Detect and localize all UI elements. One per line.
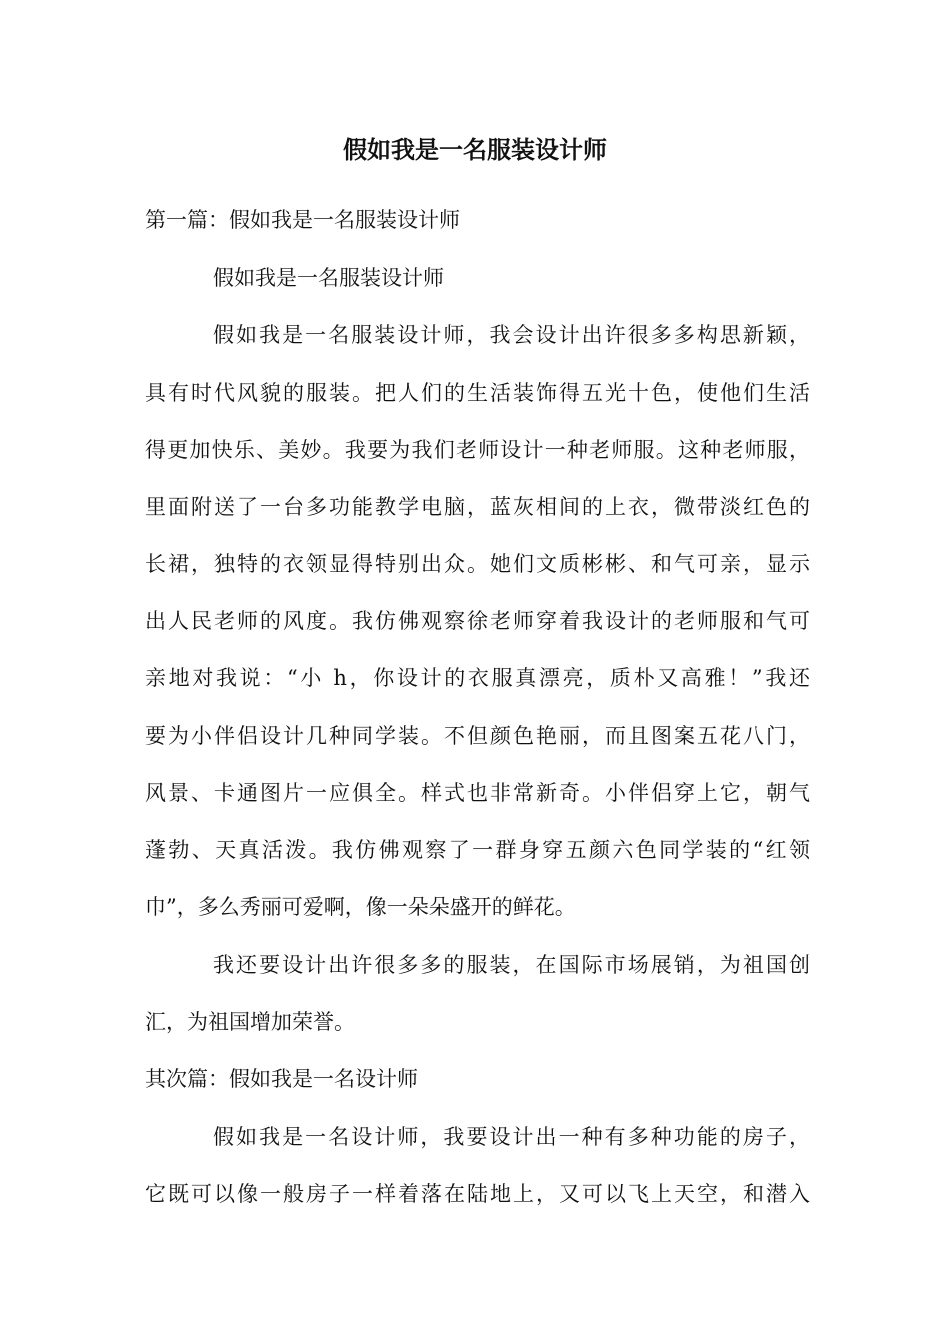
section1-subtitle: 假如我是一名服装设计师 — [213, 266, 444, 290]
section1-heading: 第一篇：假如我是一名服装设计师 — [145, 208, 460, 232]
paragraph-line: 出人民老师的风度。我仿佛观察徐老师穿着我设计的老师服和气可 — [145, 609, 810, 633]
paragraph-line: 巾”，多么秀丽可爱啊，像一朵朵盛开的鲜花。 — [145, 895, 576, 919]
paragraph-line: 它既可以像一般房子一样着落在陆地上，又可以飞上天空，和潜入 — [145, 1182, 810, 1206]
paragraph-line: 具有时代风貌的服装。把人们的生活装饰得五光十色，使他们生活 — [145, 381, 810, 405]
paragraph-line: 得更加快乐、美妙。我要为我们老师设计一种老师服。这种老师服， — [145, 438, 810, 462]
paragraph-line: 要为小伴侣设计几种同学装。不但颜色艳丽，而且图案五花八门， — [145, 724, 810, 748]
paragraph-line: 汇，为祖国增加荣誉。 — [145, 1010, 355, 1034]
paragraph-line: 长裙，独特的衣领显得特别出众。她们文质彬彬、和气可亲，显示 — [145, 552, 810, 576]
document-title: 假如我是一名服装设计师 — [343, 135, 607, 164]
paragraph-line: 假如我是一名服装设计师，我会设计出许很多多构思新颖， — [213, 323, 810, 347]
paragraph-line: 假如我是一名设计师，我要设计出一种有多种功能的房子， — [213, 1125, 810, 1149]
paragraph-line: 里面附送了一台多功能教学电脑，蓝灰相间的上衣，微带淡红色的 — [145, 495, 810, 519]
paragraph-line: 风景、卡通图片一应俱全。样式也非常新奇。小伴侣穿上它，朝气 — [145, 781, 810, 805]
section2-heading: 其次篇：假如我是一名设计师 — [145, 1067, 418, 1091]
paragraph-line: 蓬勃、天真活泼。我仿佛观察了一群身穿五颜六色同学装的“红领 — [145, 838, 810, 862]
paragraph-line: 亲地对我说：“小 h，你设计的衣服真漂亮，质朴又高雅！”我还 — [145, 666, 810, 690]
paragraph-line: 我还要设计出许很多多的服装，在国际市场展销，为祖国创 — [213, 953, 810, 977]
